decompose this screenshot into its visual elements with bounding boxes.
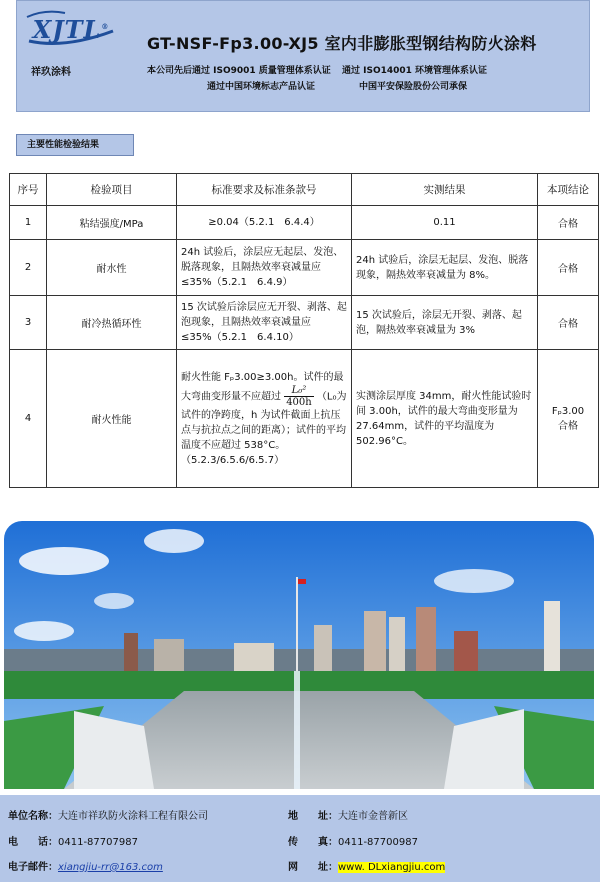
row-conclusion: 合格 [538, 206, 599, 240]
row-item: 粘结强度/MPa [47, 206, 177, 240]
row-standard: ≥0.04（5.2.1 6.4.4） [177, 206, 352, 240]
fax-label: 传 真： [288, 837, 338, 848]
row-no: 4 [10, 350, 47, 488]
phone-value: 0411-87707987 [58, 837, 138, 848]
standard-text-a: 耐火性能 Fₚ3.00≥3.00h。试件的最大弯曲变形量不应超过 [181, 371, 344, 402]
row-result: 0.11 [352, 206, 538, 240]
fax-value: 0411-87700987 [338, 837, 418, 848]
standard-text-b: （L₀为试件的净跨度，h 为试件截面上抗压点与抗拉点之间的距离）；试件的平均温度不应超过 538°C。（5.2.3/6.5.6/6.5.7） [181, 391, 347, 466]
row-conclusion: 合格 [538, 240, 599, 296]
website-link[interactable]: www. DLxiangjiu.com [338, 862, 446, 873]
address-field [288, 807, 408, 822]
deflection-formula [284, 385, 314, 408]
table-row [10, 350, 599, 488]
phone-label: 电 话： [8, 837, 58, 848]
row-item: 耐水性 [47, 240, 177, 296]
cert-iso9001: 本公司先后通过 ISO9001 质量管理体系认证 [147, 66, 331, 76]
header-item: 检验项目 [47, 174, 177, 206]
header-banner [16, 0, 590, 112]
formula-numerator: L₀² [284, 385, 314, 397]
table-row [10, 206, 599, 240]
email-link[interactable]: xiangjiu-rr@163.com [58, 862, 163, 873]
product-title: GT-NSF-Fp3.00-XJ5 室内非膨胀型钢结构防火涂料 [147, 34, 537, 53]
header-conclusion: 本项结论 [538, 174, 599, 206]
website-label: 网 址： [288, 862, 338, 873]
header-no: 序号 [10, 174, 47, 206]
header-result: 实测结果 [352, 174, 538, 206]
city-plaza-photo [4, 521, 594, 789]
address-label: 地 址： [288, 811, 338, 822]
company-name: 大连市祥玖防火涂料工程有限公司 [58, 811, 208, 822]
section-label: 主要性能检验结果 [16, 134, 134, 156]
phone-field [8, 833, 138, 848]
company-logo [25, 9, 117, 45]
table-row [10, 296, 599, 350]
row-item: 耐冷热循环性 [47, 296, 177, 350]
address-value: 大连市金普新区 [338, 811, 408, 822]
brand-name: 祥玖涂料 [31, 67, 71, 78]
formula-denominator: 400h [286, 396, 312, 408]
cert-environment: 通过中国环境标志产品认证 [207, 82, 316, 92]
fax-field [288, 833, 418, 848]
company-field [8, 807, 208, 822]
city-plaza-illustration [4, 521, 594, 789]
row-result: 实测涂层厚度 34mm，耐火性能试验时间 3.00h，试件的最大弯曲变形量为 27.64mm，试件的平均温度为 502.96°C。 [352, 350, 538, 488]
company-label: 单位名称： [8, 811, 58, 822]
logo-text: XJTL® [32, 15, 110, 44]
row-conclusion [538, 350, 599, 488]
row-result: 24h 试验后，涂层无起层、发泡、脱落现象，隔热效率衰减量为 8%。 [352, 240, 538, 296]
row-standard: 24h 试验后，涂层应无起层、发泡、脱落现象，且隔热效率衰减量应≤35%（5.2.1 6.4.9） [177, 240, 352, 296]
row-no: 3 [10, 296, 47, 350]
conclusion-verdict: 合格 [558, 420, 578, 432]
table-row [10, 240, 599, 296]
row-no: 1 [10, 206, 47, 240]
website-field [288, 858, 445, 873]
cert-insurance: 中国平安保险股份公司承保 [359, 82, 468, 92]
email-field [8, 858, 163, 873]
table-header-row [10, 174, 599, 206]
row-conclusion: 合格 [538, 296, 599, 350]
row-item: 耐火性能 [47, 350, 177, 488]
results-table [9, 173, 599, 488]
row-standard [177, 350, 352, 488]
contact-footer [0, 795, 600, 882]
conclusion-rating: Fₚ3.00 [551, 405, 585, 417]
cert-iso14001: 通过 ISO14001 环境管理体系认证 [342, 66, 488, 76]
email-label: 电子邮件： [8, 862, 58, 873]
row-result: 15 次试验后，涂层无开裂、剥落、起泡，隔热效率衰减量为 3% [352, 296, 538, 350]
header-standard: 标准要求及标准条款号 [177, 174, 352, 206]
row-no: 2 [10, 240, 47, 296]
row-standard: 15 次试验后涂层应无开裂、剥落、起泡现象，且隔热效率衰减量应≤35%（5.2.1 6.4.10） [177, 296, 352, 350]
